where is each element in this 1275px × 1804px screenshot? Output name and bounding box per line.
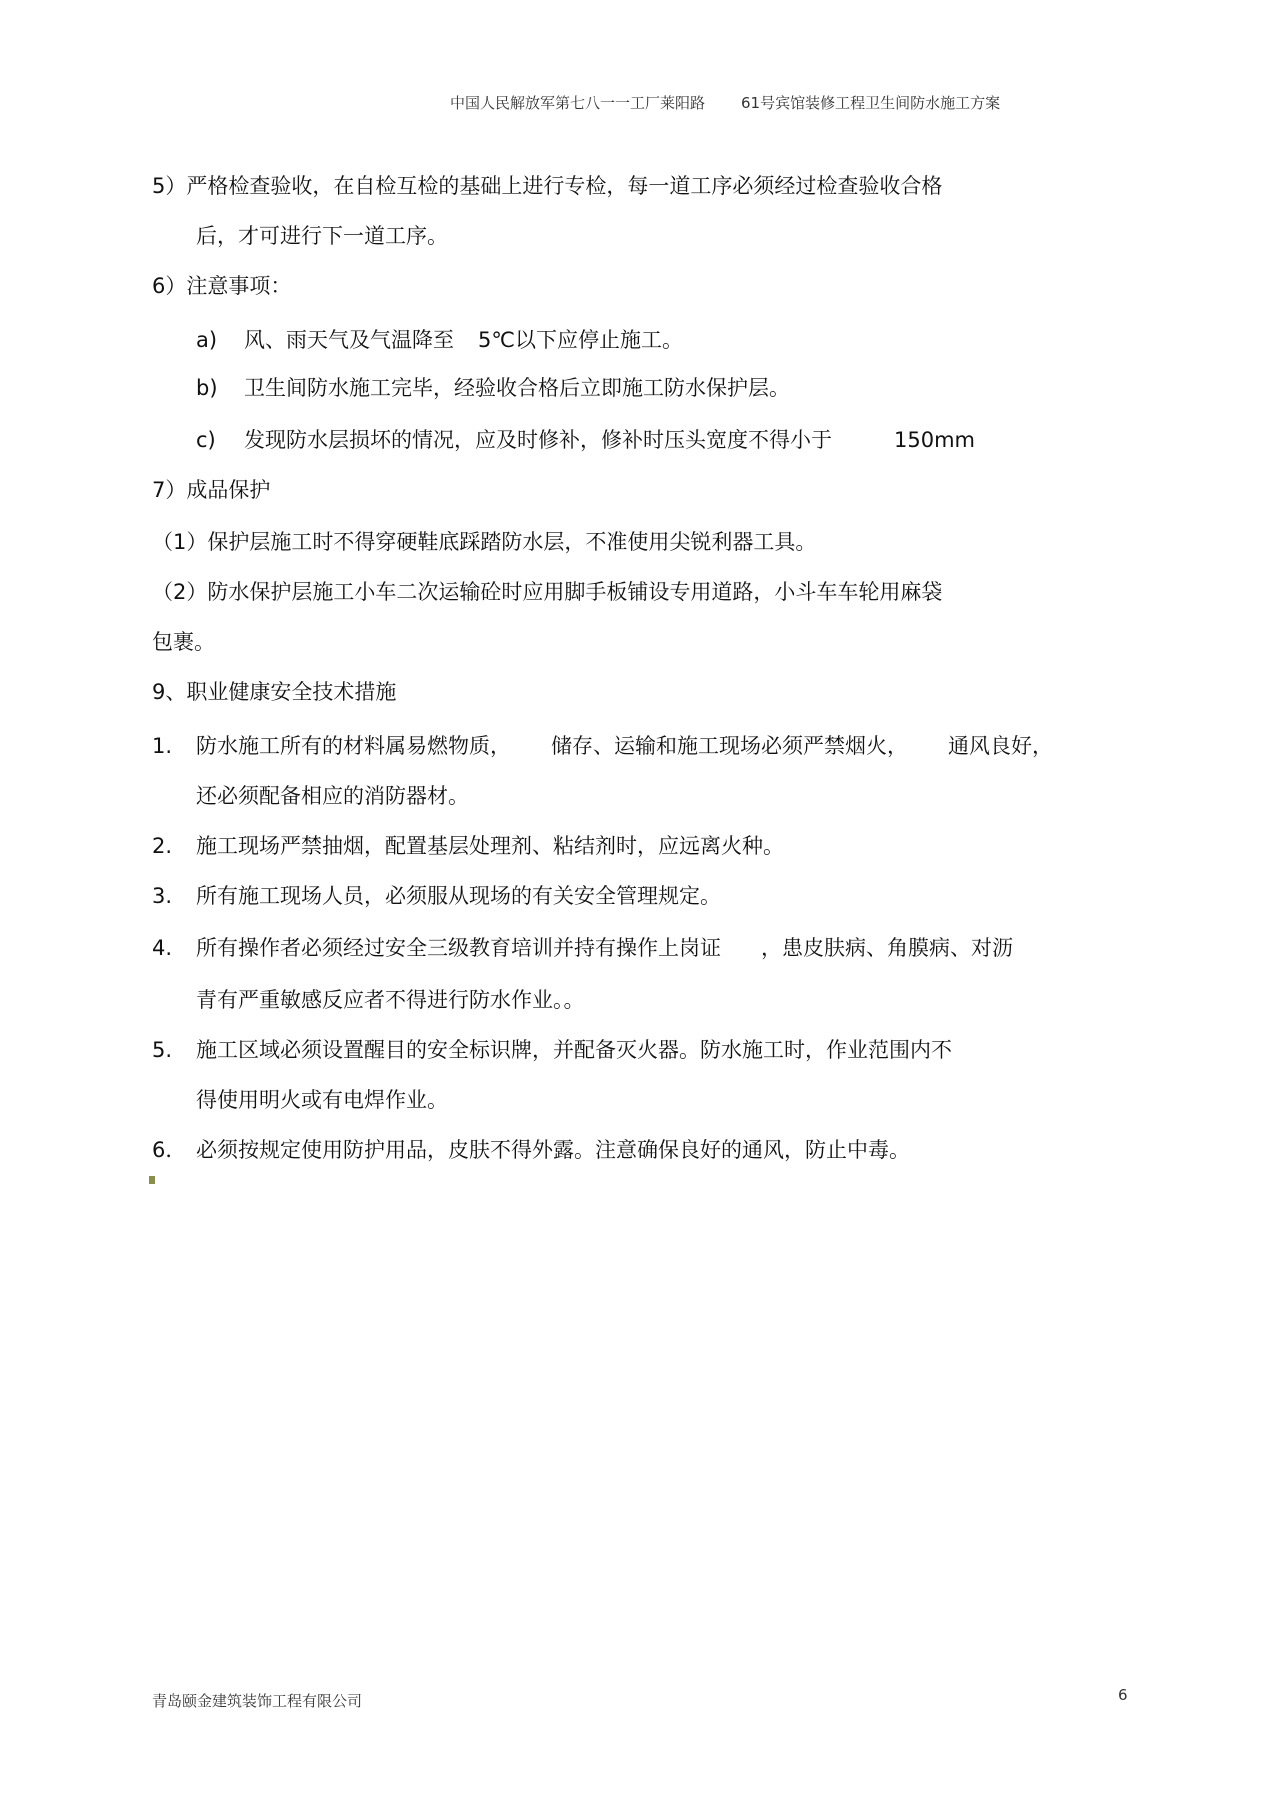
safety-item-1-line-1: 1. 防水施工所有的材料属易燃物质， 储存、运输和施工现场必须严禁烟火， 通风良好，	[152, 734, 1053, 758]
safety-item-5-line-2: 得使用明火或有电焊作业。	[196, 1088, 448, 1112]
temperature-value: 5℃	[478, 328, 515, 352]
item-6c: c) 发现防水层损坏的情况，应及时修补，修补时压头宽度不得小于 150mm	[196, 428, 975, 452]
section-9-heading: 9、职业健康安全技术措施	[152, 680, 397, 704]
item-6a: a) 风、雨天气及气温降至 5℃以下应停止施工。	[196, 328, 683, 352]
paragraph-marker	[149, 1176, 155, 1184]
safety-item-4-line-2: 青有严重敏感反应者不得进行防水作业。。	[196, 988, 585, 1012]
safety-item-2: 2. 施工现场严禁抽烟，配置基层处理剂、粘结剂时，应远离火种。	[152, 834, 784, 858]
item-6b: b) 卫生间防水施工完毕，经验收合格后立即施工防水保护层。	[196, 376, 790, 400]
item-7-heading: 7）成品保护	[152, 478, 271, 502]
safety-item-6: 6． 必须按规定使用防护用品，皮肤不得外露。注意确保良好的通风，防止中毒。	[152, 1138, 910, 1162]
item-5-line-1: 5）严格检查验收，在自检互检的基础上进行专检，每一道工序必须经过检查验收合格	[152, 174, 943, 198]
page-number: 6	[1118, 1686, 1128, 1704]
footer-company: 青岛颐金建筑装饰工程有限公司	[152, 1692, 363, 1710]
safety-item-3: 3. 所有施工现场人员，必须服从现场的有关安全管理规定。	[152, 884, 721, 908]
header-project-title: 61号宾馆装修工程卫生间防水施工方案	[741, 94, 1001, 112]
item-6-heading: 6）注意事项：	[152, 274, 292, 298]
header-project-location: 中国人民解放军第七八一一工厂莱阳路	[450, 94, 706, 112]
protection-item-2-line-1: （2）防水保护层施工小车二次运输砼时应用脚手板铺设专用道路，小斗车车轮用麻袋	[152, 580, 943, 604]
safety-item-5-line-1: 5. 施工区域必须设置醒目的安全标识牌，并配备灭火器。防水施工时，作业范围内不	[152, 1038, 952, 1062]
protection-item-2-line-2: 包裹。	[152, 630, 215, 654]
page-header	[450, 92, 1090, 113]
safety-item-4-line-1: 4. 所有操作者必须经过安全三级教育培训并持有操作上岗证 ，患皮肤病、角膜病、对沥	[152, 936, 1013, 960]
item-5-line-2: 后，才可进行下一道工序。	[196, 224, 448, 248]
protection-item-1: （1）保护层施工时不得穿硬鞋底踩踏防水层，不准使用尖锐利器工具。	[152, 530, 817, 554]
width-value: 150mm	[894, 428, 975, 452]
safety-item-1-line-2: 还必须配备相应的消防器材。	[196, 784, 469, 808]
